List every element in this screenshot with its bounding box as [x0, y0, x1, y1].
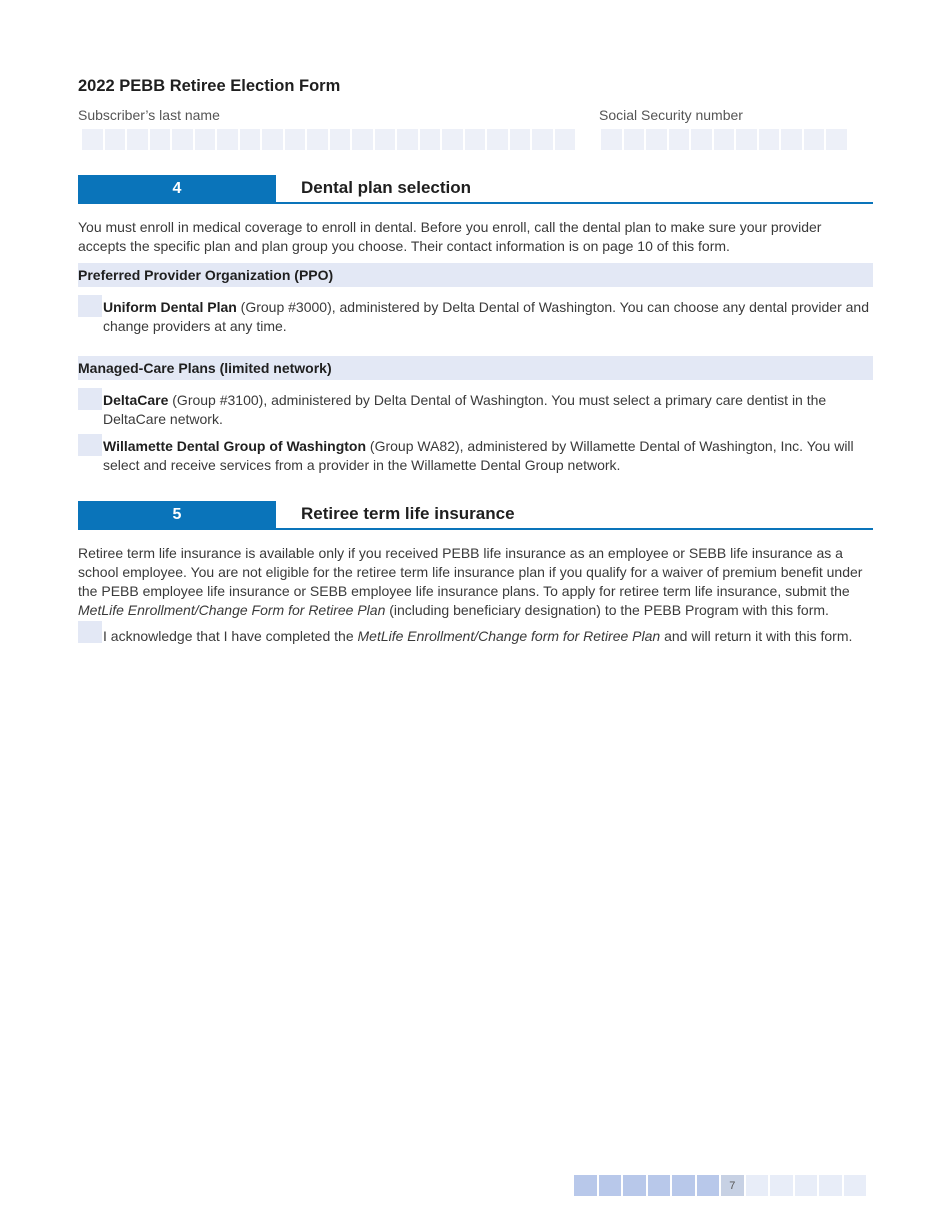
last-name-char-box[interactable] [105, 129, 126, 150]
last-name-char-box[interactable] [532, 129, 553, 150]
page-indicator [574, 1175, 866, 1196]
life-intro-part1: Retiree term life insurance is available only if you received PEBB life insurance as an employee or SEBB life insurance as a school employee. You are not eligible for the retiree term life insurance plan if you qualify for a waiver of premium benefit under the PEBB employee life insurance or SEBB employee life insurance plans. To apply for retiree term life insurance, submit the [78, 545, 863, 599]
last-name-char-box[interactable] [442, 129, 463, 150]
ssn-char-box[interactable] [804, 129, 825, 150]
last-name-char-box[interactable] [352, 129, 373, 150]
section-5-title: Retiree term life insurance [301, 504, 515, 523]
uniform-dental-text [78, 295, 873, 336]
ppo-heading: Preferred Provider Organization (PPO) [78, 263, 873, 287]
last-name-char-box[interactable] [510, 129, 531, 150]
uniform-dental-option [78, 295, 873, 336]
last-name-char-box[interactable] [285, 129, 306, 150]
last-name-char-box[interactable] [172, 129, 193, 150]
ssn-char-box[interactable] [691, 129, 712, 150]
last-name-char-box[interactable] [330, 129, 351, 150]
last-name-char-box[interactable] [217, 129, 238, 150]
page-indicator-cell [795, 1175, 818, 1196]
willamette-desc: (Group WA82), administered by Willamette Dental of Washington, Inc. You will select and receive services from a provider in the Willamette Dental Group network. [103, 438, 854, 473]
page-indicator-cell [697, 1175, 720, 1196]
deltacare-option [78, 388, 873, 429]
last-name-char-box[interactable] [420, 129, 441, 150]
last-name-char-box[interactable] [150, 129, 171, 150]
page-indicator-cell [819, 1175, 842, 1196]
page-indicator-cell [770, 1175, 793, 1196]
last-name-char-box[interactable] [487, 129, 508, 150]
last-name-char-box[interactable] [195, 129, 216, 150]
page-indicator-cell [574, 1175, 597, 1196]
ssn-char-box[interactable] [781, 129, 802, 150]
last-name-field[interactable] [82, 129, 575, 150]
ack-part1: I acknowledge that I have completed the [103, 628, 358, 644]
uniform-dental-name: Uniform Dental Plan [103, 299, 237, 315]
form-title: 2022 PEBB Retiree Election Form [78, 77, 341, 95]
life-ack-option [78, 621, 873, 646]
page-indicator-cell [648, 1175, 671, 1196]
managed-care-heading: Managed-Care Plans (limited network) [78, 356, 873, 380]
page-number: 7 [721, 1175, 744, 1196]
ack-part2: and will return it with this form. [660, 628, 853, 644]
ssn-char-box[interactable] [759, 129, 780, 150]
ssn-field[interactable] [601, 129, 847, 150]
last-name-char-box[interactable] [465, 129, 486, 150]
section-4-number: 4 [78, 175, 276, 202]
section-5-number: 5 [78, 501, 276, 528]
last-name-char-box[interactable] [262, 129, 283, 150]
deltacare-desc: (Group #3100), administered by Delta Dental of Washington. You must select a primary care dentist in the DeltaCare network. [103, 392, 827, 427]
last-name-char-box[interactable] [127, 129, 148, 150]
page-indicator-cell [623, 1175, 646, 1196]
page-indicator-cell [746, 1175, 769, 1196]
page-indicator-cell [844, 1175, 867, 1196]
ssn-char-box[interactable] [601, 129, 622, 150]
ack-form-name: MetLife Enrollment/Change form for Retiree Plan [357, 628, 661, 644]
willamette-option [78, 434, 873, 475]
ssn-char-box[interactable] [646, 129, 667, 150]
ssn-char-box[interactable] [736, 129, 757, 150]
deltacare-name: DeltaCare [103, 392, 169, 408]
section-4-header [78, 175, 873, 204]
willamette-text [78, 434, 873, 475]
life-ack-text [78, 621, 873, 646]
ssn-char-box[interactable] [624, 129, 645, 150]
deltacare-text [78, 388, 873, 429]
dental-intro: You must enroll in medical coverage to enroll in dental. Before you enroll, call the dental plan to make sure your provider accepts the specific plan and plan group you choose. Their contact information is on page 10 of this form. [78, 219, 822, 254]
last-name-label: Subscriber’s last name [78, 107, 220, 123]
ssn-char-box[interactable] [826, 129, 847, 150]
life-intro-part2: (including beneficiary designation) to the PEBB Program with this form. [385, 602, 829, 618]
last-name-char-box[interactable] [397, 129, 418, 150]
last-name-char-box[interactable] [307, 129, 328, 150]
last-name-char-box[interactable] [82, 129, 103, 150]
page-indicator-cell [672, 1175, 695, 1196]
section-5-header [78, 501, 873, 530]
ssn-label: Social Security number [599, 107, 743, 123]
uniform-dental-desc: (Group #3000), administered by Delta Dental of Washington. You can choose any dental provider and change providers at any time. [103, 299, 870, 334]
last-name-char-box[interactable] [555, 129, 576, 150]
ssn-char-box[interactable] [714, 129, 735, 150]
last-name-char-box[interactable] [240, 129, 261, 150]
life-insurance-intro [78, 544, 873, 620]
last-name-char-box[interactable] [375, 129, 396, 150]
willamette-name: Willamette Dental Group of Washington [103, 438, 367, 454]
section-4-title: Dental plan selection [301, 178, 472, 197]
page-indicator-cell [599, 1175, 622, 1196]
life-intro-form-name: MetLife Enrollment/Change Form for Retiree Plan [78, 602, 386, 618]
ssn-char-box[interactable] [669, 129, 690, 150]
